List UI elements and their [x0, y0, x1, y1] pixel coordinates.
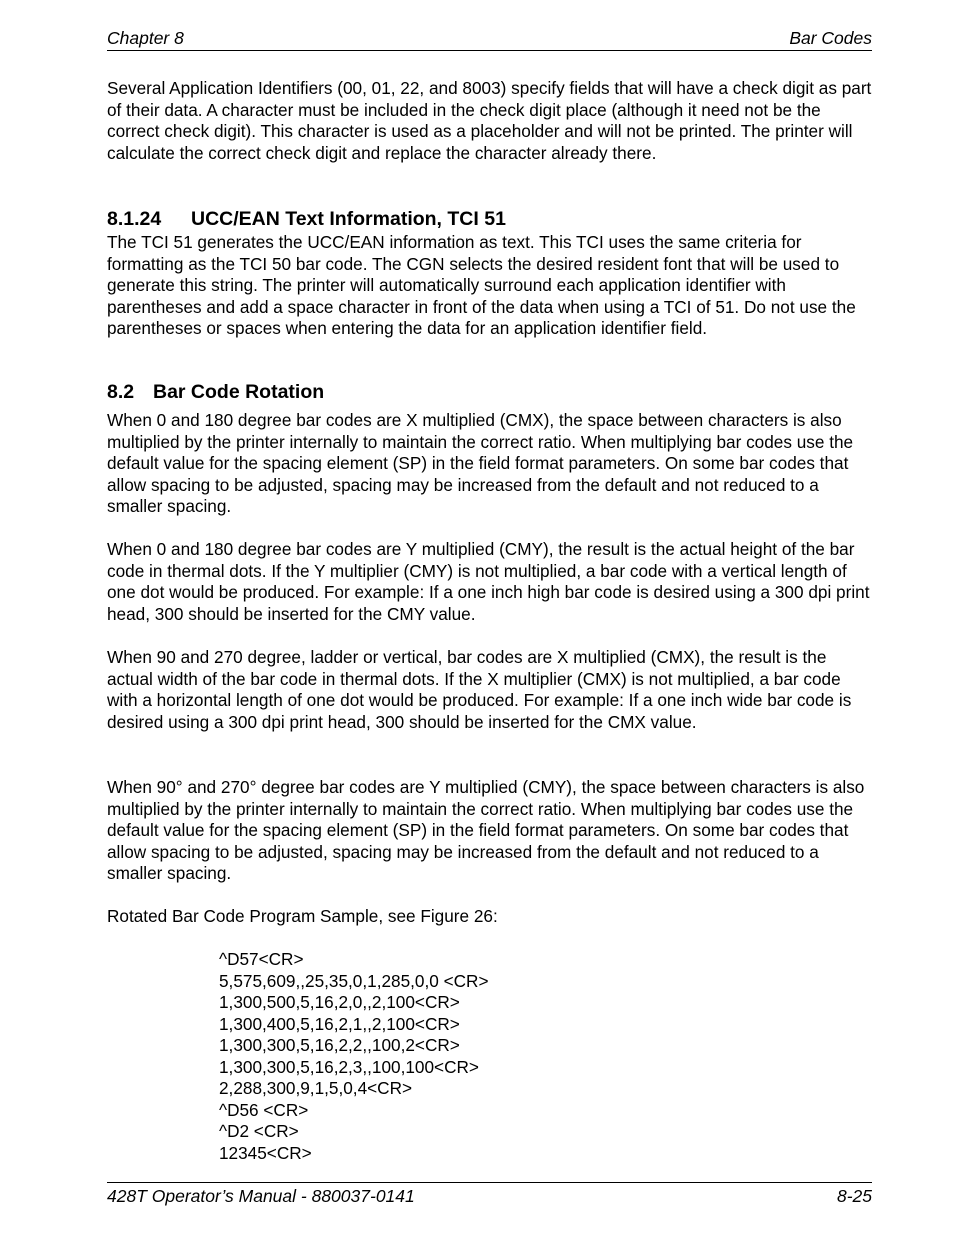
rotation-paragraph-1-block: [107, 410, 872, 518]
rotation-paragraph: When 90 and 270 degree, ladder or vertical, bar codes are X multiplied (CMX), the result is the actual width of the bar code in thermal dots. If the X multiplier (CMX) is not multiplied, a bar code with a horizontal length of one dot would be produced. For example: If a one inch wide bar code is desired using a 300 dpi print head, 300 should be inserted for the CMX value.: [107, 647, 852, 732]
chapter-label: Chapter 8: [107, 28, 184, 48]
code-line: ^D56 <CR>: [219, 1099, 309, 1120]
rotation-paragraph-2-block: [107, 539, 872, 625]
sample-intro-block: [107, 906, 872, 928]
rotation-paragraph-3-block: [107, 647, 872, 733]
rotation-paragraph: When 0 and 180 degree bar codes are X multiplied (CMX), the space between characters is also multiplied by the printer internally to maintain the correct ratio. When multiplying bar codes use the default value for the spacing element (SP) in the field format parameters. On some bar codes that allow spacing to be adjusted, spacing may be increased from the default and not reduced to a smaller spacing.: [107, 410, 854, 517]
section-label: Bar Codes: [789, 28, 872, 48]
code-line: 1,300,300,5,16,2,2,,100,2<CR>: [219, 1035, 460, 1055]
section-heading-8-1-24: [107, 207, 506, 231]
code-line: ^D2 <CR>: [219, 1121, 299, 1141]
code-sample: [219, 949, 489, 1164]
rotation-paragraph: When 0 and 180 degree bar codes are Y multiplied (CMY), the result is the actual height of the bar code in thermal dots. If the Y multiplier (CMY) is not multiplied, a bar code with a vertical length of one dot would be produced. For example: If a one inch high bar code is desired using a 300 dpi print head, 300 should be inserted for the CMY value.: [107, 539, 870, 624]
document-page: [107, 0, 872, 1235]
code-line: 1,300,500,5,16,2,0,,2,100<CR>: [219, 992, 460, 1012]
code-line: 1,300,300,5,16,2,3,,100,100<CR>: [219, 1056, 479, 1077]
code-line: ^D57<CR>: [219, 949, 304, 969]
section-number: 8.2: [107, 381, 135, 403]
code-line: 5,575,609,,25,35,0,1,285,0,0 <CR>: [219, 970, 489, 991]
section-heading-8-2: [107, 380, 324, 404]
page-number: 8-25: [836, 1186, 872, 1206]
sample-intro: Rotated Bar Code Program Sample, see Figure 26:: [107, 906, 498, 926]
section-title: Bar Code Rotation: [153, 381, 325, 403]
code-line: 1,300,400,5,16,2,1,,2,100<CR>: [219, 1013, 460, 1034]
code-line: 2,288,300,9,1,5,0,4<CR>: [219, 1078, 413, 1098]
tci51-paragraph-block: [107, 232, 872, 340]
rotation-paragraph-4-block: [107, 777, 872, 885]
section-title: UCC/EAN Text Information, TCI 51: [191, 208, 506, 230]
manual-title: 428T Operator’s Manual - 880037-0141: [107, 1186, 415, 1206]
rotation-paragraph: When 90° and 270° degree bar codes are Y multiplied (CMY), the space between characters is also multiplied by the printer internally to maintain the correct ratio. When multiplying bar codes use the default value for the spacing element (SP) in the field format parameters. On some bar codes that allow spacing to be adjusted, spacing may be increased from the default and not reduced to a smaller spacing.: [107, 777, 865, 884]
section-number: 8.1.24: [107, 208, 162, 230]
tci51-paragraph: The TCI 51 generates the UCC/EAN information as text. This TCI uses the same criteria for formatting as the TCI 50 bar code. The CGN selects the desired resident font that will be used to generate this string. The printer will automatically surround each application identifier with parentheses and add a space character in front of the data when using a TCI of 51. Do not use the parentheses or spaces when entering the data for an application identifier field.: [107, 232, 856, 339]
code-line: 12345<CR>: [219, 1142, 312, 1163]
running-header: [107, 28, 872, 51]
running-footer: [107, 1182, 872, 1209]
intro-paragraph: Several Application Identifiers (00, 01, 22, and 8003) specify fields that will have a check digit as part of their data. A character must be included in the check digit place (although it need not be the correct check digit). This character is used as a placeholder and will not be printed. The printer will calculate the correct check digit and replace the character already there.: [107, 78, 872, 163]
intro-paragraph-block: [107, 78, 872, 164]
